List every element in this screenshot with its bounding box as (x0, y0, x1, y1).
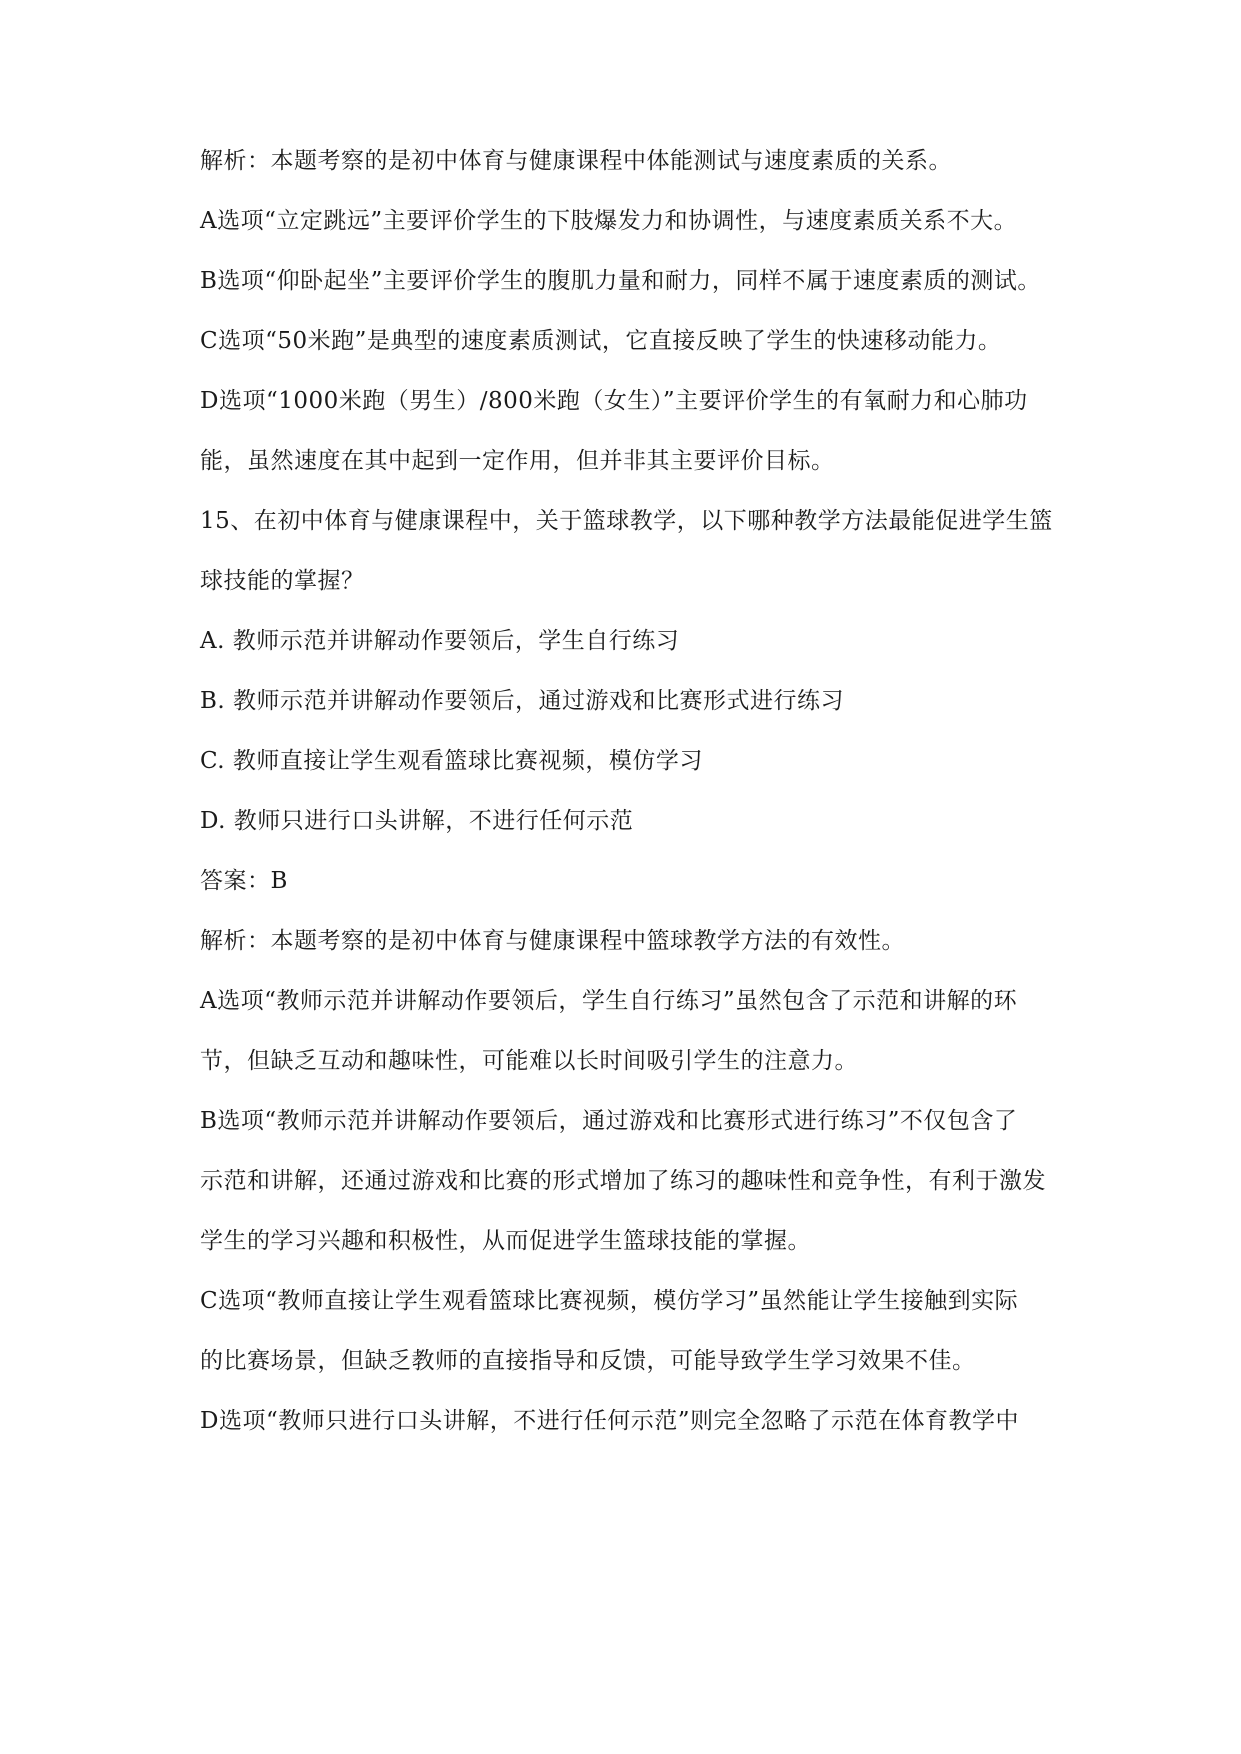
analysis-option-a-line1: A选项“教师示范并讲解动作要领后，学生自行练习”虽然包含了示范和讲解的环 (200, 988, 1018, 1014)
choice-d: D. 教师只进行口头讲解，不进行任何示范 (200, 808, 634, 834)
choice-c: C. 教师直接让学生观看篮球比赛视频，模仿学习 (200, 748, 703, 774)
analysis-option-c-line2: 的比赛场景，但缺乏教师的直接指导和反馈，可能导致学生学习效果不佳。 (200, 1348, 976, 1374)
prev-analysis-option-b: B选项“仰卧起坐”主要评价学生的腹肌力量和耐力，同样不属于速度素质的测试。 (200, 268, 1041, 294)
analysis-option-b-line3: 学生的学习兴趣和积极性，从而促进学生篮球技能的掌握。 (200, 1228, 811, 1254)
analysis-option-b-line1: B选项“教师示范并讲解动作要领后，通过游戏和比赛形式进行练习”不仅包含了 (200, 1108, 1018, 1134)
analysis-intro: 解析：本题考察的是初中体育与健康课程中篮球教学方法的有效性。 (200, 928, 905, 954)
prev-analysis-option-c: C选项“50米跑”是典型的速度素质测试，它直接反映了学生的快速移动能力。 (200, 328, 1002, 354)
analysis-option-d-line1: D选项“教师只进行口头讲解，不进行任何示范”则完全忽略了示范在体育教学中 (200, 1408, 1019, 1434)
choice-a: A. 教师示范并讲解动作要领后，学生自行练习 (200, 628, 680, 654)
answer: 答案：B (200, 868, 288, 894)
question-stem-line1: 15、在初中体育与健康课程中，关于篮球教学，以下哪种教学方法最能促进学生篮 (200, 508, 1053, 534)
prev-analysis-option-d-line2: 能，虽然速度在其中起到一定作用，但并非其主要评价目标。 (200, 448, 835, 474)
question-stem-line2: 球技能的掌握？ (200, 568, 365, 594)
analysis-option-a-line2: 节，但缺乏互动和趣味性，可能难以长时间吸引学生的注意力。 (200, 1048, 858, 1074)
prev-analysis-intro: 解析：本题考察的是初中体育与健康课程中体能测试与速度素质的关系。 (200, 148, 952, 174)
prev-analysis-option-d-line1: D选项“1000米跑（男生）/800米跑（女生）”主要评价学生的有氧耐力和心肺功 (200, 388, 1028, 414)
analysis-option-b-line2: 示范和讲解，还通过游戏和比赛的形式增加了练习的趣味性和竞争性，有利于激发 (200, 1168, 1046, 1194)
choice-b: B. 教师示范并讲解动作要领后，通过游戏和比赛形式进行练习 (200, 688, 845, 714)
analysis-option-c-line1: C选项“教师直接让学生观看篮球比赛视频，模仿学习”虽然能让学生接触到实际 (200, 1288, 1019, 1314)
prev-analysis-option-a: A选项“立定跳远”主要评价学生的下肢爆发力和协调性，与速度素质关系不大。 (200, 208, 1018, 234)
